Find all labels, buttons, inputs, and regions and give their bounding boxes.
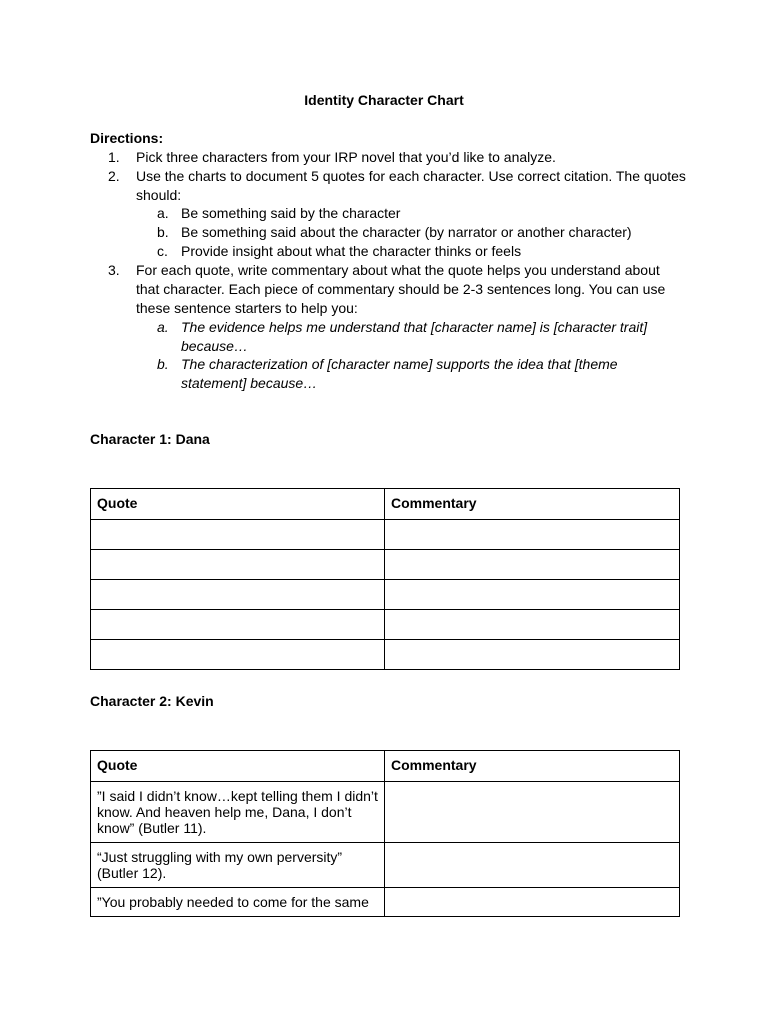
list-letter: a.	[157, 319, 169, 335]
list-text: Pick three characters from your IRP novel that you’d like to analyze.	[136, 149, 556, 165]
list-number: 1.	[108, 149, 120, 165]
list-letter: c.	[157, 243, 168, 259]
list-text: The characterization of [character name] supports the idea that [theme statement] because…	[181, 356, 618, 391]
list-letter: b.	[157, 224, 169, 240]
commentary-column-header: Commentary	[385, 751, 680, 782]
quote-column-header: Quote	[91, 489, 385, 520]
table-row	[91, 640, 680, 670]
table-row	[91, 610, 680, 640]
directions-heading: Directions:	[90, 130, 164, 146]
quote-cell[interactable]: ”You probably needed to come for the same	[91, 888, 385, 917]
quote-column-header: Quote	[91, 751, 385, 782]
table-row	[91, 843, 680, 888]
commentary-cell[interactable]	[385, 610, 680, 640]
commentary-cell[interactable]	[385, 520, 680, 550]
list-text: Be something said about the character (by narrator or another character)	[181, 224, 632, 240]
page-crop-edge	[88, 923, 684, 1024]
character-1-heading: Character 1: Dana	[90, 431, 210, 447]
commentary-cell[interactable]	[385, 640, 680, 670]
list-number: 3.	[108, 262, 120, 278]
table-row	[91, 520, 680, 550]
quote-cell[interactable]: ”I said I didn’t know…kept telling them I didn’t know. And heaven help me, Dana, I don’t know” (Butler 11).	[91, 782, 385, 843]
list-letter: a.	[157, 205, 169, 221]
character-1-table	[90, 488, 680, 670]
table-row	[91, 888, 680, 917]
quote-cell[interactable]	[91, 550, 385, 580]
commentary-column-header: Commentary	[385, 489, 680, 520]
list-text: Be something said by the character	[181, 205, 401, 221]
table-header-row	[91, 489, 680, 520]
commentary-cell[interactable]	[385, 580, 680, 610]
quote-cell[interactable]	[91, 640, 385, 670]
table-row	[91, 782, 680, 843]
list-text: For each quote, write commentary about what the quote helps you understand about that character. Each piece of commentary should be 2-3 sentences long. You can use these sentence starters to help you:	[136, 262, 666, 316]
list-text: Provide insight about what the character thinks or feels	[181, 243, 522, 259]
quote-cell[interactable]: “Just struggling with my own perversity” (Butler 12).	[91, 843, 385, 888]
list-text: The evidence helps me understand that [character name] is [character trait] because…	[181, 319, 648, 354]
character-2-table	[90, 750, 680, 917]
page-title: Identity Character Chart	[304, 92, 464, 108]
commentary-cell[interactable]	[385, 550, 680, 580]
commentary-cell[interactable]	[385, 782, 680, 843]
character-2-heading: Character 2: Kevin	[90, 693, 214, 709]
quote-cell[interactable]	[91, 520, 385, 550]
table-row	[91, 580, 680, 610]
quote-cell[interactable]	[91, 580, 385, 610]
table-header-row	[91, 751, 680, 782]
commentary-cell[interactable]	[385, 888, 680, 917]
list-number: 2.	[108, 168, 120, 184]
table-row	[91, 550, 680, 580]
commentary-cell[interactable]	[385, 843, 680, 888]
list-text: Use the charts to document 5 quotes for each character. Use correct citation. The quotes should:	[136, 168, 686, 203]
list-letter: b.	[157, 356, 169, 372]
quote-cell[interactable]	[91, 610, 385, 640]
